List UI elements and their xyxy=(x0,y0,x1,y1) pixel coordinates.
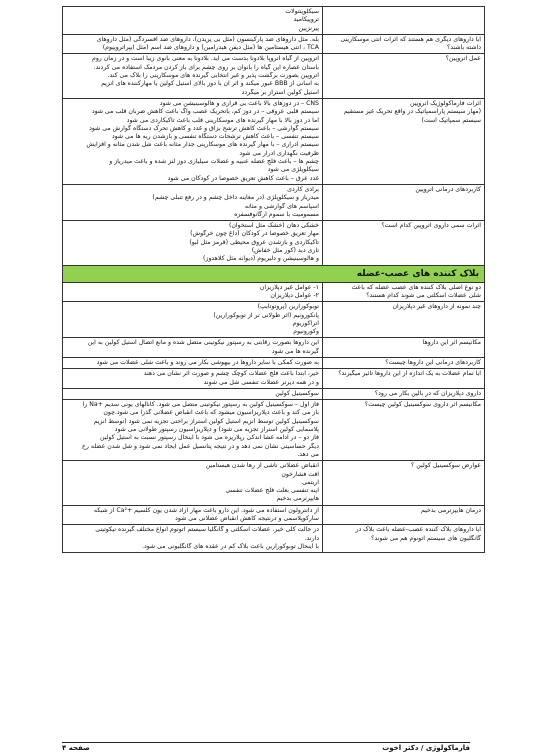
question-line: درمان هایپرترمی بدخیم xyxy=(421,506,481,514)
table-row xyxy=(63,54,485,98)
answer-line: پیرنزپین xyxy=(298,24,319,32)
answer-cell xyxy=(63,369,323,389)
answer-line: خیر، ابتدا باعث فلج عضلات کوچک چشم و صورت اثر نشان می دهند xyxy=(143,370,319,378)
answer-cell xyxy=(63,461,323,505)
answer-line: آتروپین بصورت برگشت پذیر و غیر انتخابی گیرنده های موسکارینی را بلاک می کند. xyxy=(107,72,319,80)
question-cell xyxy=(323,184,485,220)
answer-line: و هالوسینیشن و دلیریوم (دیوانه مثل کلاهدوز) xyxy=(203,255,319,263)
answer-cell xyxy=(63,302,323,338)
question-line: کاربردهای درمانی آتروپین xyxy=(415,185,481,193)
answer-line: سوکسینیل کولین xyxy=(275,389,319,397)
answer-line: سیستم ادراری – با مهار گیرنده های موسکارینی جدار مثانه باعث شل شدن مثانه و افزایش xyxy=(86,141,319,149)
answer-line: مسمومیت با سموم ارگانوفسفره xyxy=(234,210,319,218)
answer-cell xyxy=(63,338,323,358)
answer-line: اسپاسم های گوارشی و مثانه xyxy=(244,202,319,210)
answer-line: برادی کاردی xyxy=(287,185,319,193)
question-line: عوارض سوکسینیل کولین ؟ xyxy=(411,462,481,470)
answer-line: از دانترولون استفاده می شود. این دارو باعث مهار آزاد شدن یون کلسیم +Ca² از شبکه xyxy=(93,506,319,514)
page-footer xyxy=(62,742,470,755)
answer-cell xyxy=(63,282,323,302)
answer-line: سوکسینیل کولین توسط آنزیم استیل کولین استراز براحتی تجزیه نمی شود (توسط آنزیم xyxy=(93,417,319,425)
answer-line: غدد عرق – باعث کاهش تعریق خصوصا در کودکان می شود xyxy=(167,174,319,182)
answer-line: استیل کولین استراز بر میگردد xyxy=(241,88,319,96)
question-line: شلی عضلات اسکلتی می شوند کدام هستند؟ xyxy=(366,291,481,299)
question-line: آیا تمام عضلات به یک اندازه از این داروها تاثیر میگیرند؟ xyxy=(338,370,481,378)
answer-line: می دهد. xyxy=(297,450,319,458)
question-cell xyxy=(323,338,485,358)
answer-line: سیستم تنفسی – باعث کاهش ترشحات دستگاه تنفسی و بازشدن ریه ها می شود xyxy=(111,133,319,141)
question-line: دو نوع اصلی بلاک کننده های عصب عضله که باعث xyxy=(351,283,481,291)
table-row xyxy=(63,184,485,220)
answer-line: با اینحال توبوکورارین باعث بلاک کم در عقده های گانگلیونی می شود. xyxy=(141,542,319,550)
section-title: بلاک کننده های عصب-عضله xyxy=(63,265,485,282)
question-line: گانگلیون های سیستم اتونوم هم می شوند؟ xyxy=(371,534,481,542)
answer-line: به آسانی از BBB عبور میکند و اثر آن با دوز بالای استیل کولین یا مهارکننده های آنزیم xyxy=(101,80,319,88)
answer-line: سیستم قلبی عروقی – در دوز کم، باتحریک عصب واگ باعث کاهش ضربان قلب می شود xyxy=(91,108,319,116)
table-row xyxy=(63,7,485,35)
question-line: داروی دپلاریزان که در بالین بکار می رود؟ xyxy=(374,389,481,397)
section-header-row xyxy=(63,265,485,282)
answer-line: آتراکوریوم xyxy=(292,319,319,327)
answer-cell xyxy=(63,54,323,98)
answer-line: سارکوپلاسمی و درنتیجه کاهش انقباض عضلانی می شود xyxy=(175,515,319,523)
question-line: اثرات فارماکولوژیک آتروپین xyxy=(410,99,481,107)
question-line: سیستم سمپاتیک است) xyxy=(421,116,481,124)
answer-line: بله. مثل داروهای ضد پارکینسون (مثل بی پریدن)، داروهای ضد افسردگی (مثل داروهای xyxy=(96,35,319,43)
footer-rule xyxy=(62,742,470,743)
answer-line: مهار تعریق خصوصا در کودکان (داغ چون خرگوش) xyxy=(190,230,319,238)
answer-line: سیکلوپنتولات xyxy=(285,8,319,15)
footer-page-number: صفحه ۴ xyxy=(62,744,90,752)
table-row xyxy=(63,221,485,265)
answer-line: آریتمی xyxy=(301,478,319,486)
question-line: مکانیسم اثر داروی سوکسینیل کولین چیست؟ xyxy=(364,401,481,409)
question-line: داشته باشند؟ xyxy=(446,44,481,52)
answer-line: سیستم گوارشی – باعث کاهش ترشح بزاق و غدد و کاهش تحرک دستگاه گوارش می شود xyxy=(89,124,319,132)
answer-line: باستان عصاره این گیاه را بانوان بر روی چشم برای باز کردن مردمک استفاده می کردند. xyxy=(93,63,319,71)
answer-cell xyxy=(63,184,323,220)
answer-cell xyxy=(63,400,323,461)
table-row xyxy=(63,369,485,389)
table-row xyxy=(63,505,485,525)
question-cell xyxy=(323,54,485,98)
answer-line: و در همه دیرتر عضلات تنفسی شل می شوند xyxy=(203,378,319,386)
answer-line: تروپیکامید xyxy=(293,16,319,24)
qa-table-body-neuromuscular xyxy=(63,282,485,553)
question-cell xyxy=(323,388,485,399)
answer-line: آپنه تنفسی بعلت فلج عضلات تنفسی xyxy=(225,487,319,495)
answer-cell xyxy=(63,34,323,54)
answer-line: دارند. xyxy=(304,534,319,542)
question-line: اثرات سمی داروی آتروپین کدام است؟ xyxy=(381,222,481,230)
question-line: آیا داروهای دیگری هم هستند که اثرات آنتی موسکارینی xyxy=(340,35,481,43)
answer-line: TCA ، آنتی هیستامین ها (مثل دیفن هیدرامین) و داروهای ضد آسم (مثل ایپراتروپیوم) xyxy=(102,44,319,52)
question-line: عمل آتروپین؟ xyxy=(445,55,481,63)
table-row xyxy=(63,400,485,461)
section-header-group xyxy=(63,265,485,282)
table-row xyxy=(63,302,485,338)
answer-line: هایپرترمی بدخیم xyxy=(276,495,319,503)
question-cell xyxy=(323,7,485,35)
question-cell xyxy=(323,282,485,302)
answer-line: به صورت کمکی با سایر داروها در بیهوشی بکار می روند و باعث شلی عضلات می شود xyxy=(96,358,319,366)
answer-cell xyxy=(63,505,323,525)
answer-line: فاز اول – سوکسینیل کولین به رسپتور نیکوتینی متصل می شود. کانالهای یونی سدیم +Na را xyxy=(82,401,319,409)
answer-line: توبوکورارین (پروتوتایپ) xyxy=(257,303,319,311)
answer-line: گیرنده ها می شود xyxy=(271,347,319,355)
table-row xyxy=(63,98,485,184)
question-cell xyxy=(323,302,485,338)
table-row xyxy=(63,338,485,358)
answer-line: ۱- عوامل غیر دپلاریزان xyxy=(259,283,319,291)
question-cell xyxy=(323,505,485,525)
table-row xyxy=(63,388,485,399)
answer-cell xyxy=(63,7,323,35)
answer-cell xyxy=(63,357,323,368)
answer-line: این داروها بصورت رقابتی به رسپتور نیکوتینی متصل شده و مانع اتصال استیل کولین به این xyxy=(87,339,319,347)
question-cell xyxy=(323,400,485,461)
table-row xyxy=(63,525,485,553)
qa-table-body-anticholinergic xyxy=(63,7,485,266)
table-row xyxy=(63,357,485,368)
answer-line: سیکلوپلژی می شود xyxy=(267,166,319,174)
answer-line: ظرفیت نگهداری ادرار می شود xyxy=(239,149,319,157)
question-cell xyxy=(323,357,485,368)
question-cell xyxy=(323,98,485,184)
question-cell xyxy=(323,525,485,553)
qa-table xyxy=(62,6,485,553)
answer-cell xyxy=(63,221,323,265)
answer-line: فاز دو – در ادامه غشا اندکی رپلاریزه می شود با اینحال رسپتور نسبت به استیل کولین xyxy=(99,434,319,442)
answer-line: CNS – در دوزهای بالا باعث بی قراری و هالوسینیشن می شود xyxy=(159,99,319,107)
answer-line: ۲- عوامل دپلاریزان xyxy=(270,291,319,299)
question-line: چند نمونه از داروهای غیر دپلاریزان xyxy=(392,303,481,311)
answer-cell xyxy=(63,98,323,184)
answer-line: اما در دوز بالا با مهار گیرنده های موسکارینی قلب باعث تاکیکاردی می شود xyxy=(126,116,319,124)
question-line: آیا داروهای بلاک کننده عصب-عضله باعث بلاک در xyxy=(355,526,481,534)
answer-line: پلاسمایی کولین استراز تجزیه می شود) و دپلاریزاسیون رسپتور طولانی می شود xyxy=(114,426,319,434)
answer-line: پانکورونیم (اثر طولانی تر از توبوکورارین) xyxy=(213,311,319,319)
answer-line: باز می کند و باعث دپلاریزاسیون میشود که باعث انقباض عضلانی گذرا می شود.چون xyxy=(103,409,319,417)
question-cell xyxy=(323,461,485,505)
answer-line: آتروپین از گیاه آتروپا بلادونا بدست می آید. بلادونا به معنی بانوی زیبا است و در زمان روم xyxy=(91,55,319,63)
answer-line: تاکیکاردی و بازشدن عروق محیطی (قرمز مثل لبو) xyxy=(189,238,319,246)
answer-line: دیگر حساسیتی نشان نمی دهد و در نتیجه پتانسیل عمل ایجاد نمی شود و شل شدن عضله رخ xyxy=(81,442,319,450)
answer-line: در حالت کلی خیر. عضلات اسکلتی و گانگلیا سیستم اتونوم انواع مختلف گیرنده نیکوتینی xyxy=(95,526,319,534)
question-line: مکانیسم اثر این داروها xyxy=(422,339,481,347)
answer-cell xyxy=(63,388,323,399)
question-line: (مهار سیستم پاراسمپاتیک در واقع تحریک غیر مستقیم xyxy=(343,108,481,116)
question-cell xyxy=(323,34,485,54)
question-line: کاربردهای درمانی این داروها چیست؟ xyxy=(385,358,481,366)
footer-course-title: فارماکولوژی / دکتر اخوت xyxy=(382,744,470,752)
table-row xyxy=(63,34,485,54)
question-cell xyxy=(323,369,485,389)
table-row xyxy=(63,461,485,505)
answer-line: تاری دید (کور مثل خفاش) xyxy=(251,247,319,255)
answer-line: چشم ها – باعث فلج عضله عنبیه و عضلات سیلیاری دوز لنز شده و باعث میدریاز و xyxy=(109,158,319,166)
answer-line: افت فشارخون xyxy=(281,470,319,478)
answer-cell xyxy=(63,525,323,553)
table-row xyxy=(63,282,485,302)
answer-line: انقباض عضلانی ناشی از رها شدن هیستامین xyxy=(205,462,319,470)
answer-line: وکورونیوم xyxy=(293,328,319,336)
answer-line: میدریاز و سیکلوپلژی (در معاینه داخل چشم و در رفع تنبلی چشم) xyxy=(152,194,319,202)
question-cell xyxy=(323,221,485,265)
answer-line: خشکی دهان (خشک مثل استخوان) xyxy=(228,222,319,230)
